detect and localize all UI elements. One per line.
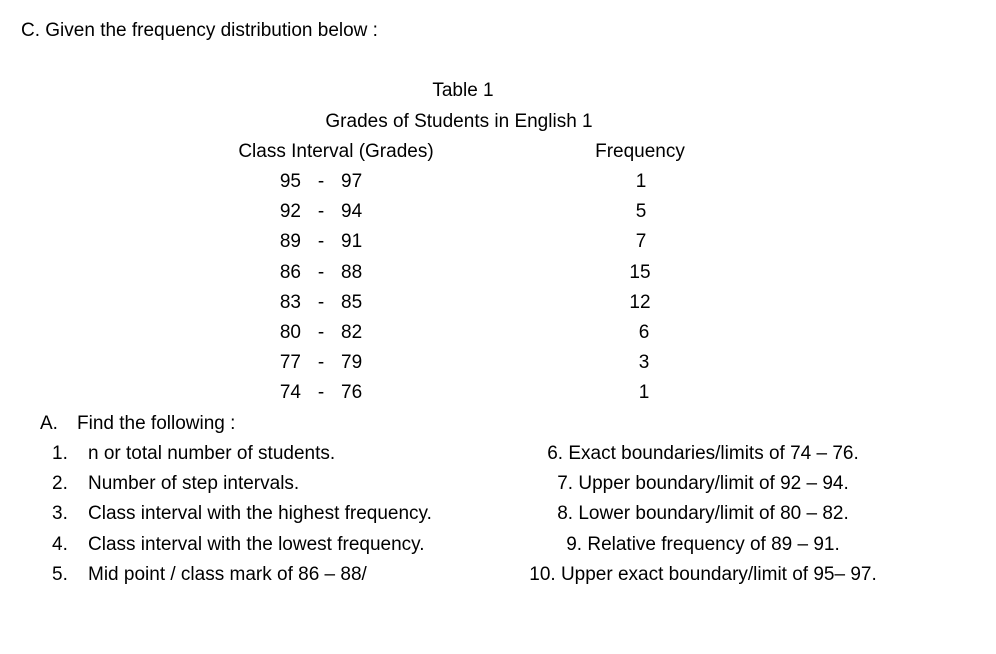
interval-separator: - xyxy=(317,261,325,283)
list-item-number: 3. xyxy=(52,503,68,525)
column-header-frequency: Frequency xyxy=(595,141,685,162)
list-item: Class interval with the lowest frequency. xyxy=(88,533,425,555)
interval-upper-limit: 76 xyxy=(341,382,363,404)
list-item: 10. Upper exact boundary/limit of 95– 97. xyxy=(529,563,877,585)
frequency-value: 7 xyxy=(635,231,647,253)
interval-upper-limit: 82 xyxy=(341,322,363,343)
list-item-number: 2. xyxy=(52,473,68,495)
table-caption: Table 1 xyxy=(432,80,494,101)
list-item: Number of step intervals. xyxy=(88,473,300,495)
list-item: 9. Relative frequency of 89 – 91. xyxy=(566,533,840,555)
interval-separator: - xyxy=(317,382,325,404)
interval-upper-limit: 91 xyxy=(341,231,363,253)
interval-separator: - xyxy=(317,322,325,343)
interval-upper-limit: 85 xyxy=(341,291,363,313)
interval-lower-limit: 77 xyxy=(279,352,301,374)
list-item-number: 5. xyxy=(52,563,68,585)
interval-separator: - xyxy=(317,231,325,253)
interval-upper-limit: 97 xyxy=(341,171,363,192)
list-item-number: 1. xyxy=(52,443,68,464)
section-a-label: Find the following : xyxy=(77,413,236,434)
section-a-marker: A. xyxy=(40,413,58,434)
table-title: Grades of Students in English 1 xyxy=(325,111,593,132)
interval-upper-limit: 79 xyxy=(341,352,363,374)
interval-separator: - xyxy=(317,171,325,192)
problem-heading: C. Given the frequency distribution below : xyxy=(21,20,378,41)
interval-separator: - xyxy=(317,201,325,223)
list-item: 7. Upper boundary/limit of 92 – 94. xyxy=(557,473,849,495)
list-item: Class interval with the highest frequency. xyxy=(88,503,432,525)
frequency-value: 6 xyxy=(638,322,650,343)
interval-lower-limit: 95 xyxy=(279,171,301,192)
list-item-number: 4. xyxy=(52,533,68,555)
interval-lower-limit: 86 xyxy=(279,261,301,283)
interval-separator: - xyxy=(317,291,325,313)
interval-lower-limit: 74 xyxy=(279,382,301,404)
list-item: n or total number of students. xyxy=(88,443,336,464)
list-item: 6. Exact boundaries/limits of 74 – 76. xyxy=(547,443,859,464)
list-item: 8. Lower boundary/limit of 80 – 82. xyxy=(557,503,849,525)
column-header-interval: Class Interval (Grades) xyxy=(238,141,434,162)
frequency-value: 15 xyxy=(629,261,651,283)
frequency-value: 1 xyxy=(638,382,650,404)
interval-lower-limit: 80 xyxy=(279,322,301,343)
frequency-value: 5 xyxy=(635,201,647,223)
list-item: Mid point / class mark of 86 – 88/ xyxy=(88,563,367,585)
interval-separator: - xyxy=(317,352,325,374)
interval-lower-limit: 89 xyxy=(279,231,301,253)
interval-upper-limit: 88 xyxy=(341,261,363,283)
interval-upper-limit: 94 xyxy=(341,201,363,223)
frequency-value: 3 xyxy=(638,352,650,374)
frequency-value: 12 xyxy=(629,291,651,313)
frequency-value: 1 xyxy=(635,171,647,192)
interval-lower-limit: 92 xyxy=(279,201,301,223)
interval-lower-limit: 83 xyxy=(279,291,301,313)
